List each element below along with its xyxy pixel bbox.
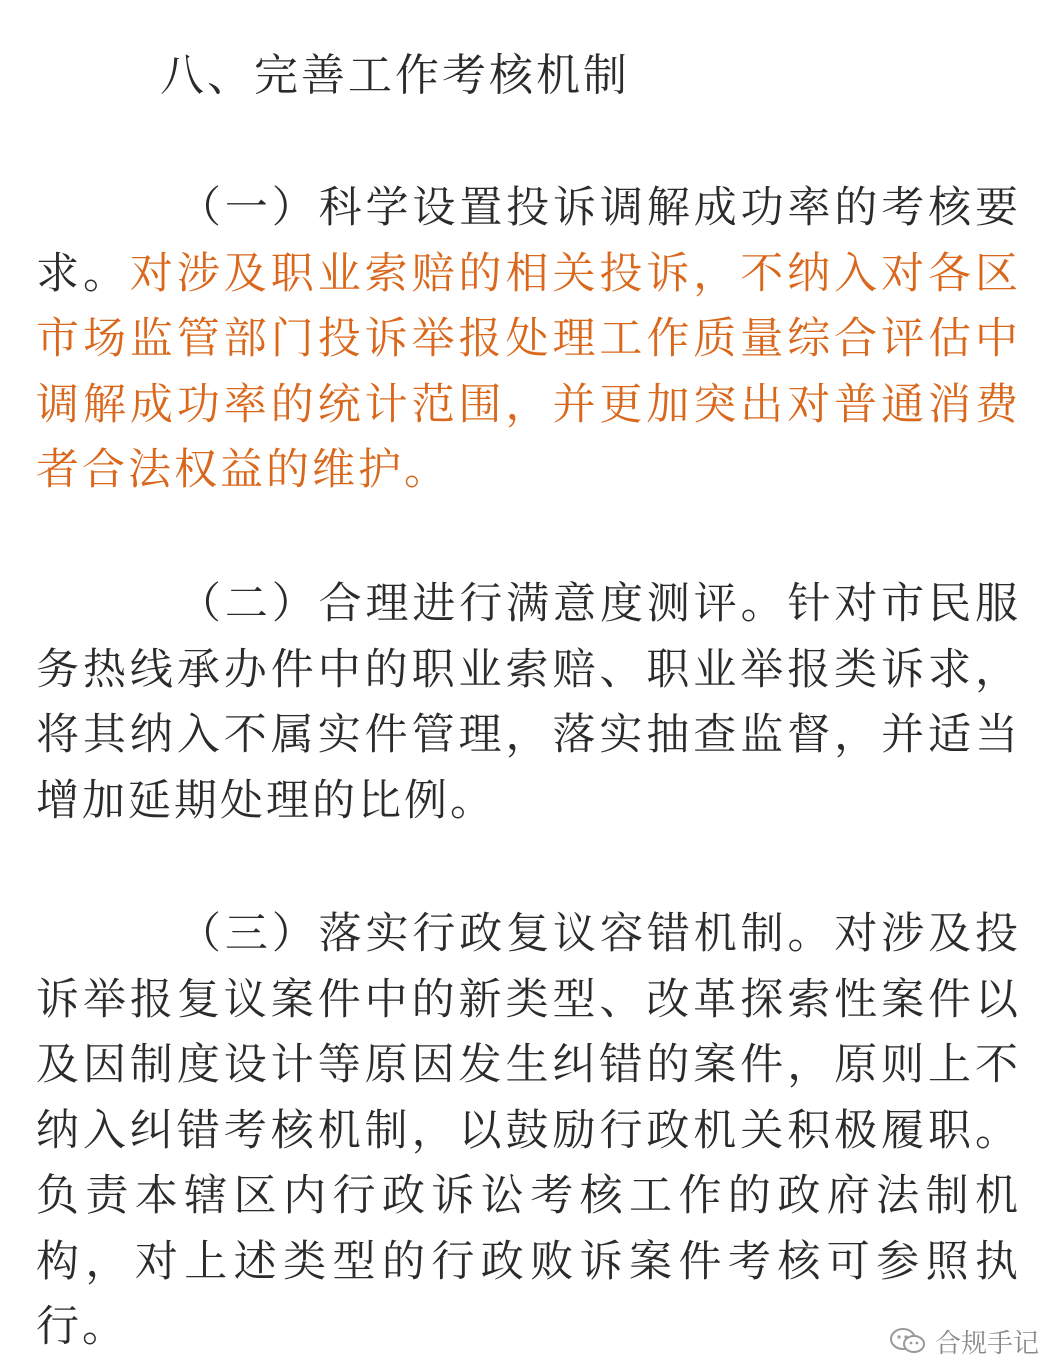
- wechat-icon: [889, 1327, 927, 1355]
- paragraph-3: [36, 902, 1021, 1361]
- paragraph-1-lead: （一）科学设置投诉调解成功率的考核要求。: [36, 183, 1021, 299]
- watermark: [889, 1326, 1039, 1356]
- paragraph-2-text: （二）合理进行满意度测评。针对市民服务热线承办件中的职业索赔、职业举报类诉求，将其纳入不属实件管理，落实抽查监督，并适当增加延期处理的比例。: [36, 579, 1021, 826]
- watermark-text: 合规手记: [934, 1328, 1039, 1356]
- paragraph-2: [36, 572, 1021, 834]
- paragraph-3-text: （三）落实行政复议容错机制。对涉及投诉举报复议案件中的新类型、改革探索性案件以及因制度设计等原因发生纠错的案件，原则上不纳入纠错考核机制，以鼓励行政机关积极履职。负责本辖区内行政诉讼考核工作的政府法制机构，对上述类型的行政败诉案件考核可参照执行。: [36, 909, 1021, 1352]
- paragraph-1-highlight: 对涉及职业索赔的相关投诉，不纳入对各区市场监管部门投诉举报处理工作质量综合评估中调解成功率的统计范围，并更加突出对普通消费者合法权益的维护。: [36, 248, 1022, 495]
- section-heading: 八、完善工作考核机制: [160, 50, 630, 101]
- paragraph-1: [36, 176, 1021, 504]
